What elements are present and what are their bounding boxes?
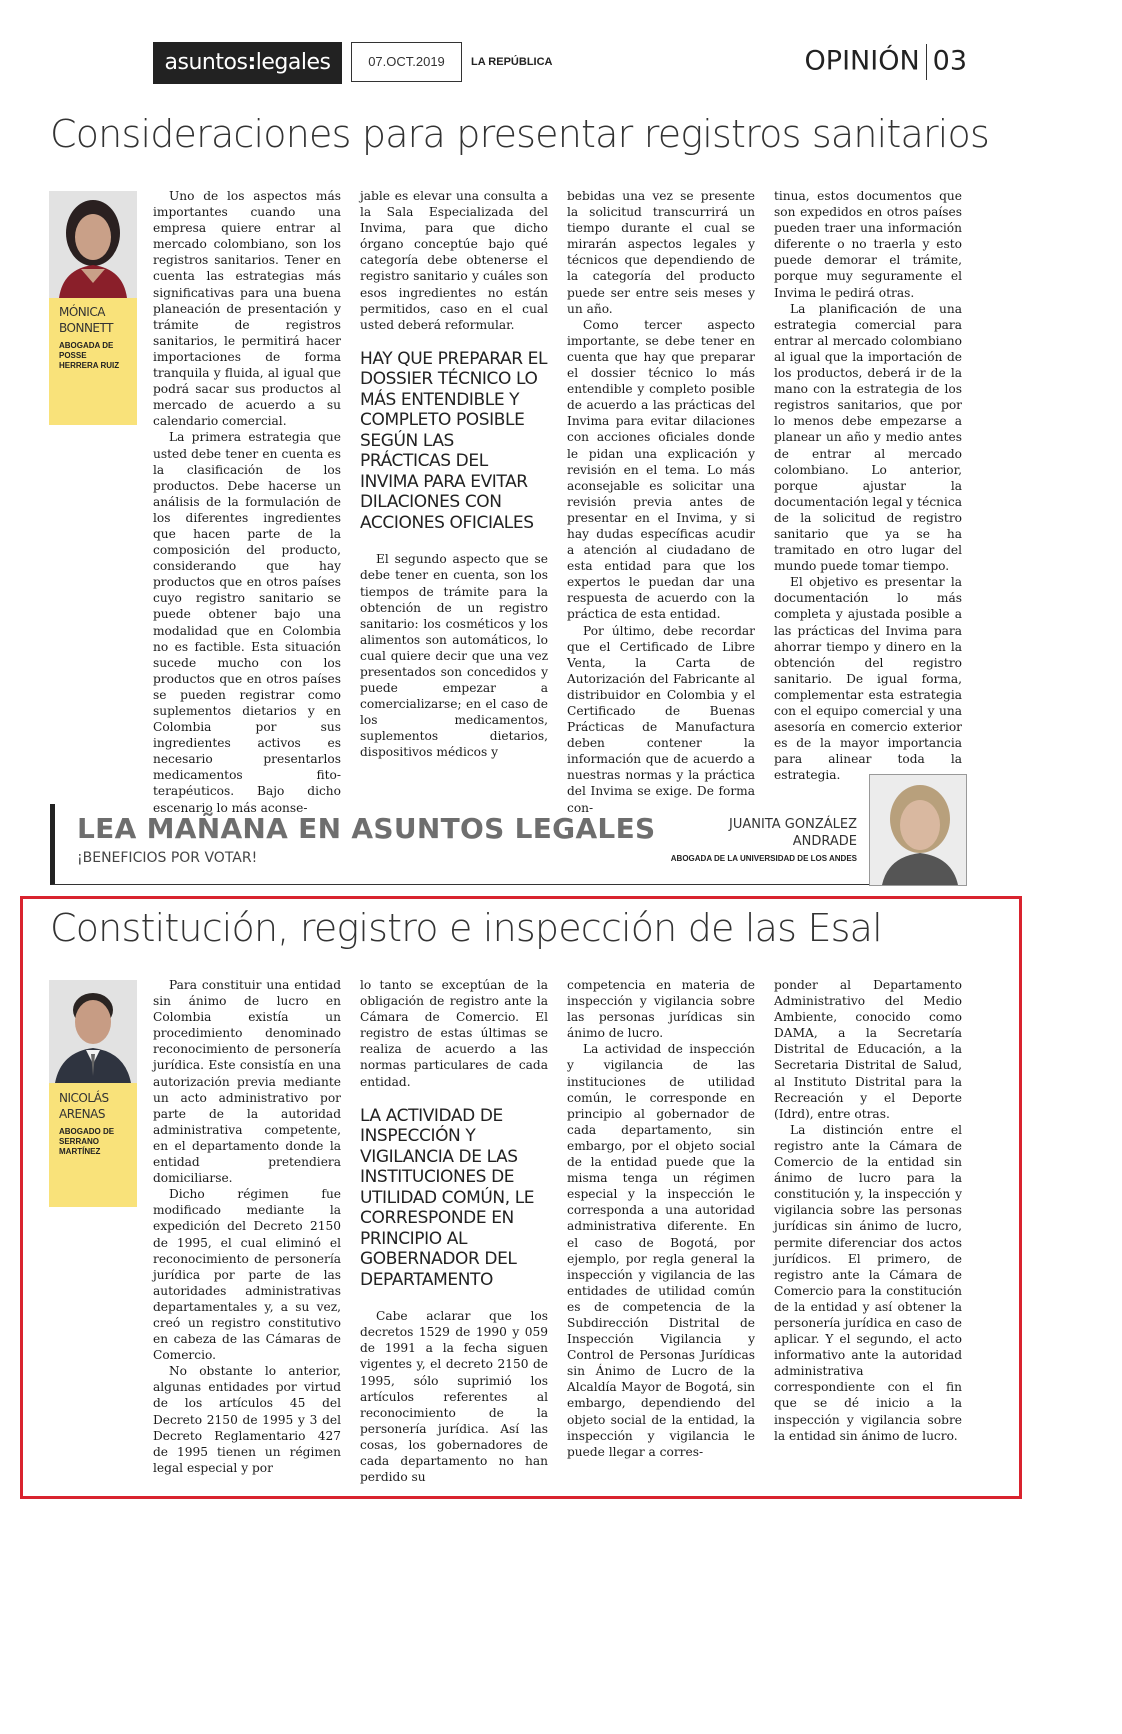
issue-date: 07.OCT.2019	[351, 42, 462, 82]
author-last-name: ARENAS	[59, 1107, 105, 1121]
paragraph: La actividad de inspección y vigilancia de las instituciones de utilidad común, le corresponde en principio al gobernador de cada departamento, sin embargo, por el objeto social de la entidad puede que la misma tenga un régimen especial y la inspección le corresponda a una autoridad administrativa diferente. En el caso de Bogotá, por ejemplo, por regla general la inspección y vigilancia de las entidades de utilidad común es de competencia de la Subdirección Distrital de Inspección Vigilancia y Control de Personas Jurídicas sin Ánimo de Lucro de la Alcaldía Mayor de Bogotá, sin embargo, dependiendo del objeto social de la entidad, la inspección y vigilancia le puede llegar a corres-	[567, 1042, 755, 1459]
article2-author-card	[49, 980, 137, 1207]
paragraph: ponder al Departamento Administrativo del Medio Ambiente, conocido como DAMA, a la Secretaría Distrital de Educación, a la Secretaria Distrital de Salud, al Instituto Distrital para la Recreación y el Deporte (Idrd), entre otras.	[774, 978, 962, 1121]
author-photo	[49, 980, 137, 1083]
article2-body	[153, 977, 962, 1485]
paragraph: Cabe aclarar que los decretos 1529 de 1990 y 059 de 1991 a la fecha siguen vigentes y, el decreto 2150 de 1995, sólo suprimió los artículos referentes al reconocimiento de la personería jurídica. Así las cosas, los gobernadores de cada departamento no han perdido su	[360, 1309, 548, 1485]
article1-body	[153, 188, 962, 815]
section-divider	[926, 44, 927, 80]
paragraph: lo tanto se exceptúan de la obligación de registro ante la Cámara de Comercio. El registro de estas últimas se realiza de acuerdo a las normas particulares de cada entidad.	[360, 978, 548, 1089]
author-first-name: MÓNICA	[59, 305, 105, 319]
newspaper-name: LA REPÚBLICA	[471, 56, 553, 68]
article1-author-card	[49, 191, 137, 425]
banner-title: LEA MAÑANA EN ASUNTOS LEGALES	[77, 812, 656, 845]
paragraph: El segundo aspecto que se debe tener en cuenta, son los tiempos de trámite para la obtención de un registro sanitario: los cosméticos y los alimentos son automáticos, lo cual quiere decir que una vez presentados son concedidos y puede empezar a comercializarse; en el caso de los medicamentos, suplementos dietarios, dispositivos médicos y	[360, 552, 548, 760]
article1-column-2	[360, 188, 548, 760]
article1-column-1	[153, 188, 341, 815]
author-photo	[49, 191, 137, 298]
banner-author-line1: JUANITA GONZÁLEZ	[729, 817, 857, 832]
article2-column-3	[567, 977, 755, 1482]
author-last-name: BONNETT	[59, 321, 113, 335]
tomorrow-banner	[50, 804, 967, 885]
article2-column-1	[153, 977, 341, 1482]
pull-quote: HAY QUE PREPARAR EL DOSSIER TÉCNICO LO MÁS ENTENDIBLE Y COMPLETO POSIBLE SEGÚN LAS PRÁCTICAS DEL INVIMA PARA EVITAR DILACIONES CON ACCIONES OFICIALES	[360, 348, 548, 533]
paragraph: Dicho régimen fue modificado mediante la expedición del Decreto 2150 de 1995, el cual eliminó el reconocimiento de personería jurídica por parte de las autoridades administrativas departamentales y, a su vez, creó un registro constitutivo en cabeza de las Cámaras de Comercio.	[153, 1187, 341, 1363]
article1-column-3	[567, 188, 755, 815]
paragraph: Por último, debe recordar que el Certificado de Libre Venta, la Carta de Autorización del Fabricante al distribuidor en Colombia y el Certificado de Buenas Prácticas de Manufactura deben contener la información que de acuerdo a nuestras normas y la práctica del Invima se exige. De forma con-	[567, 623, 755, 815]
paragraph: Uno de los aspectos más importantes cuando una empresa quiere entrar al mercado colombiano, son los registros sanitarios. Tener en cuenta las estrategias más significativas para una buena planeación de presentación y trámite de registros sanitarios, le permitirá hacer importaciones de forma tranquila y fluida, al igual que podrá sacar sus productos al mercado de acuerdo a su calendario comercial.	[153, 189, 341, 429]
article2-title: Constitución, registro e inspección de las Esal	[50, 906, 882, 950]
section-label	[805, 44, 967, 80]
paragraph: La distinción entre el registro ante la Cámara de Comercio de la entidad sin ánimo de lucro para la constitución y, la inspección y vigilancia sobre las personas jurídicas sin ánimo de lucro, permite diferenciar dos actos jurídicos. El primero, de registro ante la Cámara de Comercio para la constitución de la entidad y así obtener la personería jurídica en caso de aplicar. Y el segundo, el acto informativo ante la autoridad administrativa correspondiente con el fin que se dé inicio a la inspección y vigilancia sobre la entidad sin ánimo de lucro.	[774, 1122, 962, 1443]
author-first-name: NICOLÁS	[59, 1091, 109, 1105]
article1-column-4	[774, 188, 962, 783]
page-number: 03	[932, 45, 967, 77]
pull-quote: LA ACTIVIDAD DE INSPECCIÓN Y VIGILANCIA DE LAS INSTITUCIONES DE UTILIDAD COMÚN, LE CORRESPONDE EN PRINCIPIO AL GOBERNADOR DEL DEPARTAMENTO	[360, 1105, 535, 1290]
banner-author-line2: ANDRADE	[792, 834, 857, 849]
paragraph: competencia en materia de inspección y vigilancia sobre las personas jurídicas sin ánimo de lucro.	[567, 978, 755, 1041]
banner-author	[729, 816, 857, 850]
article2-column-4	[774, 977, 962, 1482]
paragraph: jable es elevar una consulta a la Sala Especializada del Invima, para que dicho órgano conceptúe bajo qué categoría debe obtenerse el registro sanitario y cuáles son esos ingredientes no están permitidos, caso en el cual usted deberá reformular.	[360, 189, 548, 332]
paragraph: tinua, estos documentos que son expedidos en otros países pueden traer una información diferente o no traerla y esto puede demorar el trámite, porque muy seguramente el Invima le pedirá otras.	[774, 189, 962, 300]
author-role: ABOGADA DE POSSE HERRERA RUIZ	[59, 341, 120, 370]
paragraph: bebidas una vez se presente la solicitud transcurrirá un tiempo durante el cual se mirarán aspectos legales y técnicos que dependiendo de la categoría del producto puede ser entre seis meses y un año.	[567, 189, 755, 316]
author-role: ABOGADO DE SERRANO MARTÍNEZ	[59, 1127, 115, 1156]
section-name: OPINIÓN	[804, 45, 920, 77]
paragraph: La primera estrategia que usted debe tener en cuenta es la clasificación de los productos. Debe hacerse un análisis de la formulación de los diferentes ingredientes que hacen parte de la composición del producto, considerando que hay productos que en otros países cuyo registro sanitario se puede obtener bajo una modalidad que en Colombia no es factible. Esta situación sucede mucho con los productos que en otros países se pueden registrar como suplementos dietarios y en Colombia por sus ingredientes activos es necesario presentarlos medicamentos fito-terapéuticos. Bajo dicho escenario lo más aconse-	[153, 430, 341, 815]
author-portrait-icon	[49, 980, 137, 1083]
banner-subtitle: ¡BENEFICIOS POR VOTAR!	[77, 850, 258, 866]
paragraph: Para constituir una entidad sin ánimo de lucro en Colombia existía un procedimiento denominado reconocimiento de personería jurídica. Este consistía en una autorización previa mediante un acto administrativo por parte de la autoridad administrativa competente, en el departamento donde la entidad pretendiera domiciliarse.	[153, 978, 341, 1186]
paragraph: No obstante lo anterior, algunas entidades por virtud de los artículos 45 del Decreto 2150 de 1995 y 3 del Decreto Reglamentario 427 de 1995 tienen un régimen legal especial y por	[153, 1364, 341, 1475]
paragraph: La planificación de una estrategia comercial para entrar al mercado colombiano al igual que la importación de los productos, deberá ir de la mano con la estrategia de los registros sanitarios, que por lo menos debe empezarse a planear un año y medio antes de entrar al mercado colombiano. Lo anterior, porque ajustar la documentación legal y técnica de la solicitud de registro sanitario que ya se ha tramitado en otro lugar del mundo puede tomar tiempo.	[774, 301, 962, 574]
article1-title: Consideraciones para presentar registros sanitarios	[50, 112, 989, 156]
author-portrait-icon	[49, 191, 137, 298]
paragraph: Como tercer aspecto importante, se debe tener en cuenta que hay que preparar el dossier técnico lo más entendible y completo posible de acuerdo a las prácticas del Invima para evitar dilaciones con acciones oficiales donde le pidan una explicación y revisión en el tema. Lo más aconsejable es solicitar una revisión previa antes de presentar en el Invima, y si hay dudas específicas acudir a atención al ciudadano de esta entidad para que los expertos le puedan dar una respuesta de acuerdo con la práctica de esta entidad.	[567, 317, 755, 622]
banner-author-role: ABOGADA DE LA UNIVERSIDAD DE LOS ANDES	[670, 854, 857, 863]
brand-logo: asuntos:legales	[153, 42, 342, 84]
paragraph: El objetivo es presentar la documentación lo más completa y ajustada posible a las prácticas del Invima para ahorrar tiempo y dinero en la obtención del registro sanitario. De igual forma, complementar esta estrategia con el equipo comercial y una asesoría en comercio exterior es de la mayor importancia para alinear toda la estrategia.	[774, 575, 962, 783]
banner-author-photo	[869, 774, 967, 886]
banner-portrait-icon	[870, 775, 966, 885]
masthead	[153, 40, 969, 86]
article2-column-2	[360, 977, 548, 1485]
